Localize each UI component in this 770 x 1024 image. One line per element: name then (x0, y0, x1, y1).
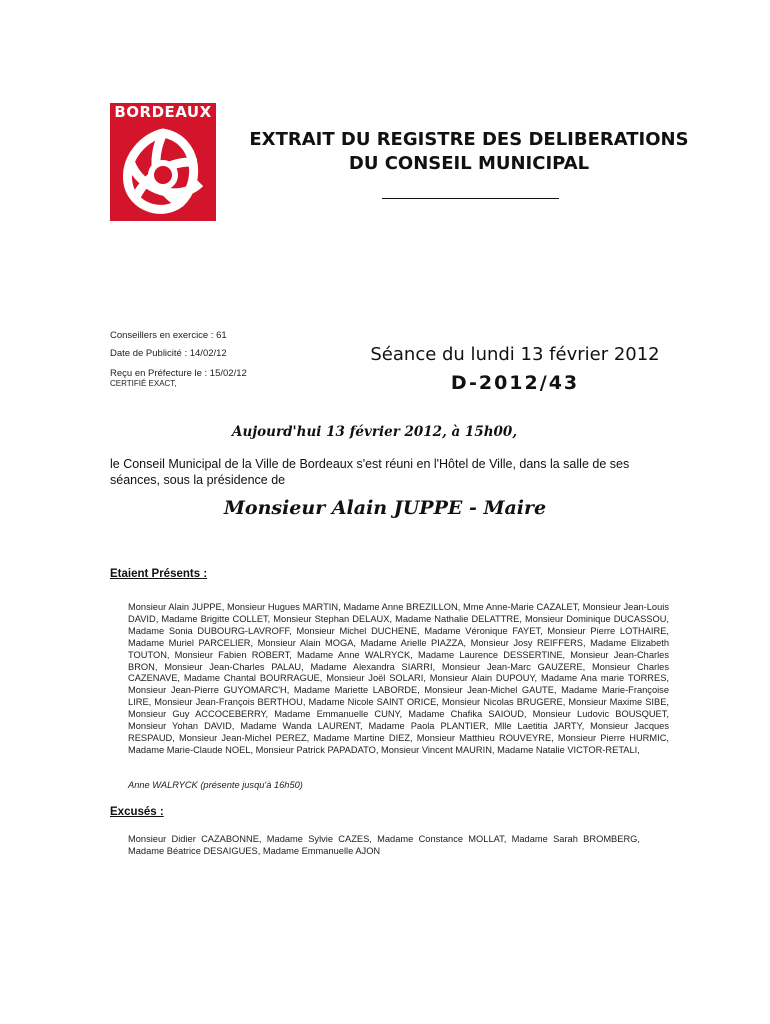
certifie-exact: CERTIFIÉ EXACT, (110, 379, 177, 388)
excuses-list: Monsieur Didier CAZABONNE, Madame Sylvie CAZES, Madame Constance MOLLAT, Madame Sarah BROMBERG, Madame Béatrice DESAIGUES, Madame Emmanuelle AJON (128, 834, 640, 856)
deliberation-number: D-2012/43 (450, 372, 580, 394)
president-name: Monsieur Alain JUPPE - Maire (223, 497, 547, 519)
date-publicite: Date de Publicité : 14/02/12 (110, 348, 227, 359)
document-title-line2: DU CONSEIL MUNICIPAL (348, 153, 590, 174)
document-title-line1: EXTRAIT DU REGISTRE DES DELIBERATIONS (249, 129, 689, 150)
intro-paragraph: le Conseil Municipal de la Ville de Bordeaux s'est réuni en l'Hôtel de Ville, dans la salle de ses séances, sous la présidence de (110, 457, 630, 487)
presents-heading: Etaient Présents : (110, 568, 208, 580)
presents-note: Anne WALRYCK (présente jusqu'à 16h50) (128, 780, 303, 790)
title-underline-rule (382, 198, 559, 199)
seance-title: Séance du lundi 13 février 2012 (370, 344, 660, 365)
bordeaux-logo (110, 103, 216, 221)
logo-wordmark: BORDEAUX (110, 103, 216, 121)
conseillers-count: Conseillers en exercice : 61 (110, 330, 227, 341)
excuses-heading: Excusés : (110, 806, 164, 818)
trefoil-emblem-icon (110, 121, 216, 221)
presents-list: Monsieur Alain JUPPE, Monsieur Hugues MARTIN, Madame Anne BREZILLON, Mme Anne-Marie CAZALET, Monsieur Jean-Louis DAVID, Madame Brigitte COLLET, Monsieur Stephan DELAUX, Madame Nathalie DELATTRE, Monsieur Dominique DUCASSOU, Madame Sonia DUBOURG-LAVROFF, Monsieur Michel DUCHENE, Madame Véronique FAYET, Monsieur Pierre LOTHAIRE, Madame Muriel PARCELIER, Monsieur Alain MOGA, Madame Arielle PIAZZA, Monsieur Josy REIFFERS, Madame Elizabeth TOUTON, Monsieur Fabien ROBERT, Madame Anne WALRYCK, Madame Laurence DESSERTINE, Monsieur Jean-Charles BRON, Monsieur Jean-Charles PALAU, Madame Alexandra SIARRI, Monsieur Jean-Marc GAUZERE, Monsieur Charles CAZENAVE, Madame Chantal BOURRAGUE, Monsieur Joël SOLARI, Monsieur Alain DUPOUY, Madame Ana marie TORRES, Monsieur Jean-Pierre GUYOMARC'H, Madame Mariette LABORDE, Monsieur Jean-Michel GAUTE, Madame Marie-Françoise LIRE, Monsieur Jean-François BERTHOU, Madame Nicole SAINT ORICE, Monsieur Nicolas BRUGERE, Monsieur Maxime SIBE, Monsieur Guy ACCOCEBERRY, Madame Emmanuelle CUNY, Madame Chafika SAIOUD, Monsieur Ludovic BOUSQUET, Monsieur Yohan DAVID, Madame Wanda LAURENT, Madame Paola PLANTIER, Mlle Laetitia JARTY, Monsieur Jacques RESPAUD, Monsieur Jean-Michel PEREZ, Madame Martine DIEZ, Monsieur Matthieu ROUVEYRE, Monsieur Pierre HURMIC, Madame Marie-Claude NOEL, Monsieur Patrick PAPADATO, Monsieur Vincent MAURIN, Madame Natalie VICTOR-RETALI, (128, 602, 669, 755)
recu-prefecture: Reçu en Préfecture le : 15/02/12 (110, 368, 247, 379)
session-date-line: Aujourd'hui 13 février 2012, à 15h00, (232, 424, 518, 440)
